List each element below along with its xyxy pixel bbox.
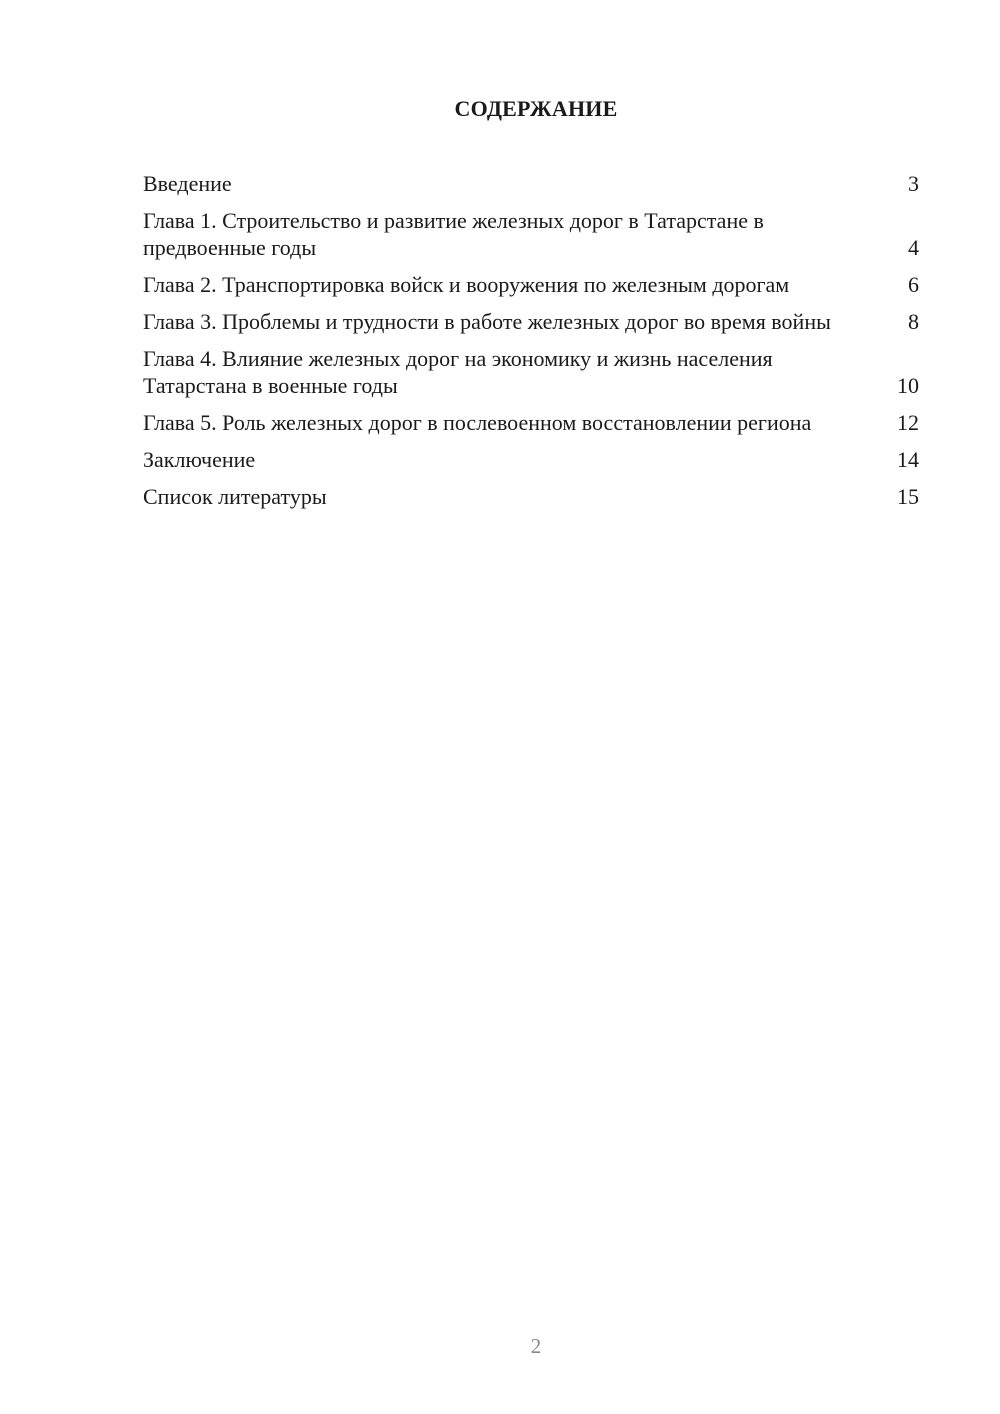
toc-entry-bibliography[interactable] xyxy=(143,483,919,510)
toc-entry-page: 12 xyxy=(897,410,919,435)
toc-entry-text: Глава 3. Проблемы и трудности в работе железных дорог во время войны xyxy=(143,309,831,334)
toc-entry-chapter-5[interactable] xyxy=(143,409,919,436)
toc-entry-text: Список литературы xyxy=(143,484,327,509)
toc-entry-chapter-4[interactable] xyxy=(143,345,919,399)
table-of-contents xyxy=(143,170,919,520)
toc-entry-introduction[interactable] xyxy=(143,170,919,197)
toc-entry-page: 8 xyxy=(908,309,919,334)
toc-title: СОДЕРЖАНИЕ xyxy=(454,96,618,121)
toc-entry-page: 10 xyxy=(897,373,919,398)
toc-entry-text: Глава 5. Роль железных дорог в послевоенном восстановлении региона xyxy=(143,410,812,435)
toc-entry-text: Заключение xyxy=(143,447,256,472)
toc-entry-chapter-2[interactable] xyxy=(143,271,919,298)
toc-entry-conclusion[interactable] xyxy=(143,446,919,473)
toc-entry-page: 4 xyxy=(908,235,919,260)
toc-entry-text: Глава 1. Строительство и развитие железных дорог в Татарстане в предвоенные годы xyxy=(143,208,764,260)
toc-entry-page: 15 xyxy=(897,484,919,509)
toc-entry-chapter-3[interactable] xyxy=(143,308,919,335)
toc-entry-text: Глава 2. Транспортировка войск и вооружения по железным дорогам xyxy=(143,272,790,297)
toc-entry-page: 14 xyxy=(897,447,919,472)
toc-entry-text: Введение xyxy=(143,171,232,196)
toc-entry-chapter-1[interactable] xyxy=(143,207,919,261)
page-number: 2 xyxy=(530,1334,542,1358)
toc-entry-text: Глава 4. Влияние железных дорог на экономику и жизнь населения Татарстана в военные годы xyxy=(143,346,773,398)
toc-entry-page: 3 xyxy=(908,171,919,196)
toc-entry-page: 6 xyxy=(908,272,919,297)
